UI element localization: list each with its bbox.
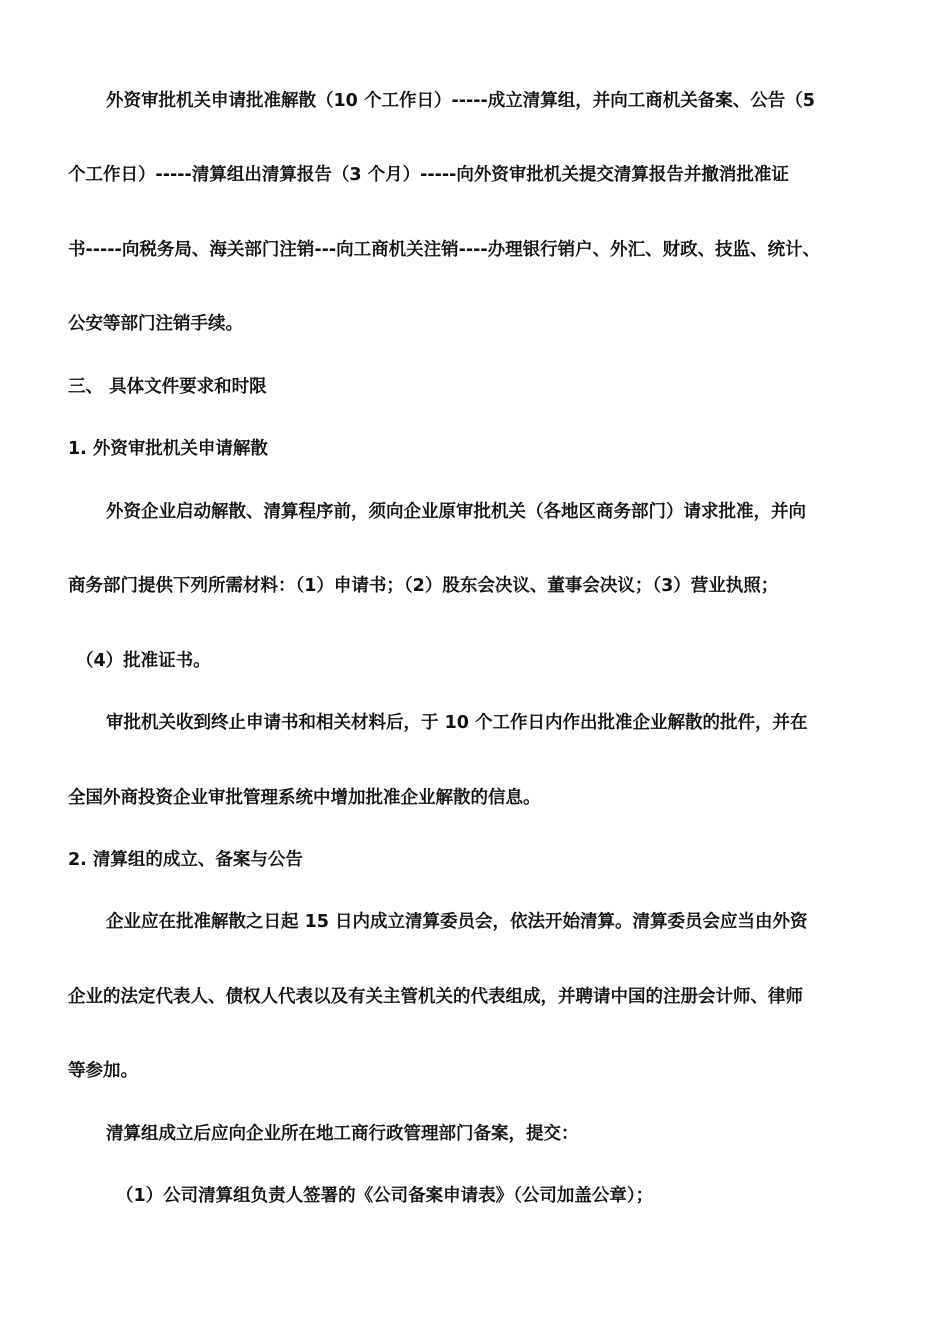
paragraph-line: （4）批准证书。 bbox=[76, 651, 211, 671]
paragraph-line: 等参加。 bbox=[68, 1061, 138, 1081]
paragraph-line: 企业应在批准解散之日起 15 日内成立清算委员会，依法开始清算。清算委员会应当由外资 bbox=[106, 912, 808, 932]
subsection-heading: 1. 外资审批机关申请解散 bbox=[68, 439, 268, 459]
list-item: （1）公司清算组负责人签署的《公司备案申请表》（公司加盖公章）； bbox=[116, 1186, 654, 1206]
paragraph-line: 企业的法定代表人、债权人代表以及有关主管机关的代表组成，并聘请中国的注册会计师、律师 bbox=[68, 987, 803, 1007]
paragraph-line: 外资企业启动解散、清算程序前，须向企业原审批机关（各地区商务部门）请求批准，并向 bbox=[106, 502, 806, 522]
section-heading: 三、 具体文件要求和时限 bbox=[68, 377, 267, 397]
paragraph-line: 个工作日）-----清算组出清算报告（3 个月）-----向外资审批机关提交清算报告并撤消批准证 bbox=[68, 165, 789, 185]
paragraph-line: 全国外商投资企业审批管理系统中增加批准企业解散的信息。 bbox=[68, 788, 541, 808]
paragraph-line: 外资审批机关申请批准解散（10 个工作日）-----成立清算组，并向工商机关备案、公告（5 bbox=[106, 91, 815, 111]
paragraph-line: 审批机关收到终止申请书和相关材料后，于 10 个工作日内作出批准企业解散的批件，并在 bbox=[106, 713, 808, 733]
paragraph-line: 书-----向税务局、海关部门注销---向工商机关注销----办理银行销户、外汇、财政、技监、统计、 bbox=[68, 240, 821, 260]
paragraph-line: 公安等部门注销手续。 bbox=[68, 314, 243, 334]
paragraph-line: 商务部门提供下列所需材料：（1）申请书；（2）股东会决议、董事会决议；（3）营业执照； bbox=[68, 576, 779, 596]
paragraph-line: 清算组成立后应向企业所在地工商行政管理部门备案，提交： bbox=[106, 1124, 579, 1144]
subsection-heading: 2. 清算组的成立、备案与公告 bbox=[68, 850, 303, 870]
